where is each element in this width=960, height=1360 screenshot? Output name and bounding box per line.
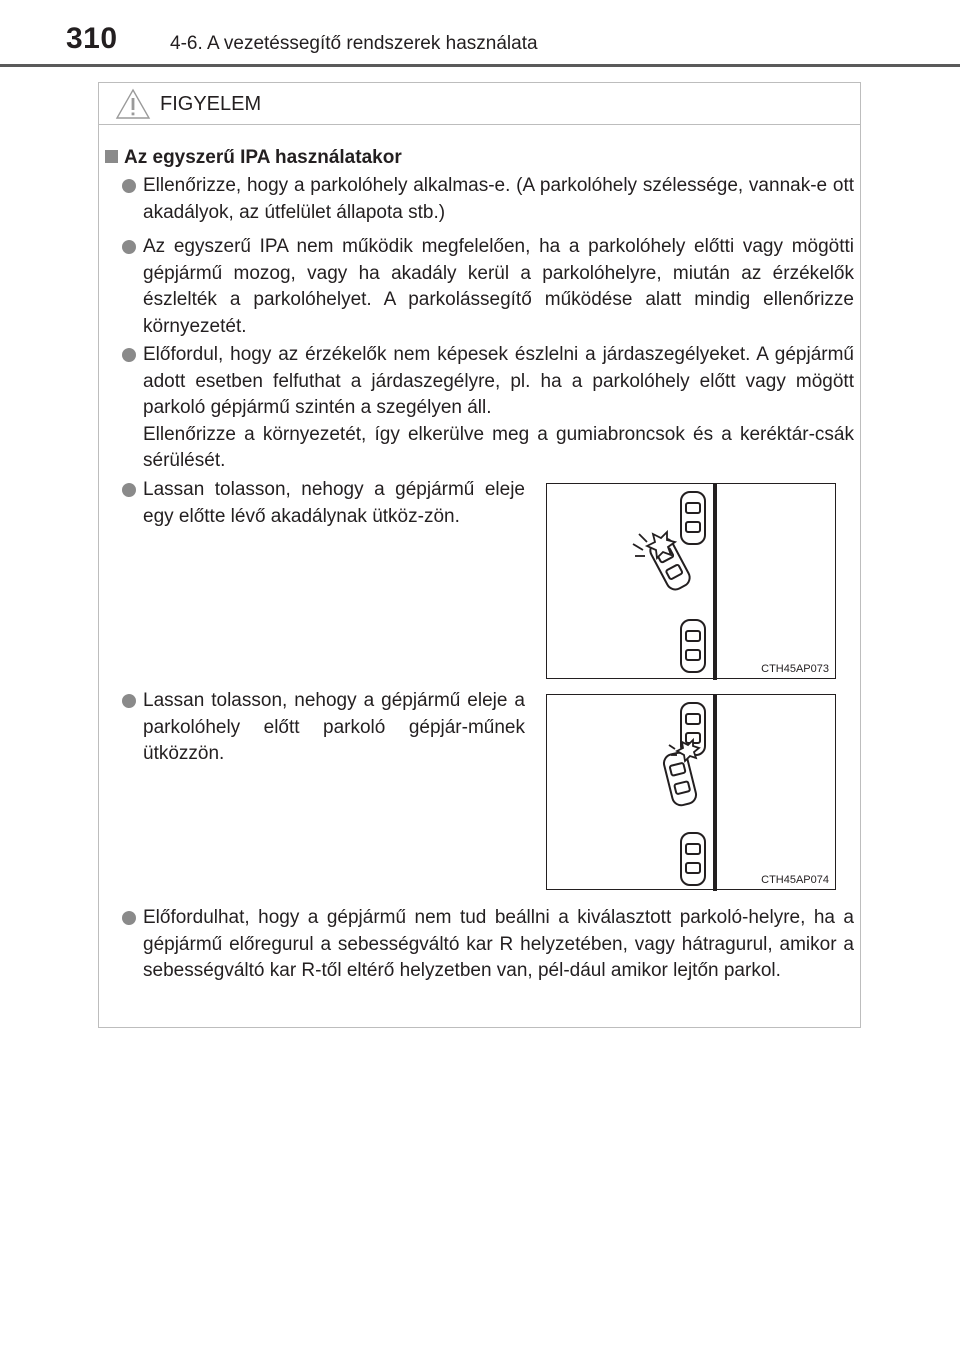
- bullet-text: Lassan tolasson, nehogy a gépjármű eleje egy előtte lévő akadálynak ütköz-zön.: [143, 479, 525, 527]
- bullet-text: Lassan tolasson, nehogy a gépjármű eleje a parkolóhely előtt parkoló gépjár-műnek ütközzön.: [143, 690, 525, 764]
- bullet-item: [143, 905, 854, 985]
- warning-triangle-icon: [115, 88, 151, 120]
- warning-label: FIGYELEM: [160, 93, 262, 115]
- warning-header: [99, 83, 860, 125]
- bullet-item: [143, 477, 525, 530]
- bullet-dot-icon: [122, 348, 136, 362]
- bullet-text: Előfordul, hogy az érzékelők nem képesek észlelni a járdaszegélyeket. A gépjármű adott esetben felfuthat a járdaszegélyre, pl. ha a parkolóhely előtt vagy mögött parkoló gépjármű szintén a szegélyen áll.: [143, 344, 854, 418]
- section-title: [105, 146, 402, 170]
- bullet-dot-icon: [122, 179, 136, 193]
- bullet-text: Ellenőrizze, hogy a parkolóhely alkalmas-e. (A parkolóhely szélessége, vannak-e ott akadályok, az útfelület állapota stb.): [143, 175, 854, 223]
- bullet-item: [143, 173, 854, 226]
- reversing-car-icon: [662, 751, 698, 807]
- section-title-text: Az egyszerű IPA használatakor: [124, 147, 402, 168]
- bullet-text: Ellenőrizze a környezetét, így elkerülve meg a gumiabroncsok és a keréktár-csák sérülését.: [143, 423, 854, 471]
- illustration-car-hits-obstacle: [546, 483, 836, 679]
- bullet-dot-icon: [122, 911, 136, 925]
- parking-diagram-icon: [547, 695, 837, 891]
- bullet-item: [143, 342, 854, 475]
- chapter-title: 4-6. A vezetéssegítő rendszerek használata: [170, 33, 538, 54]
- illustration-car-hits-parked-car: [546, 694, 836, 890]
- figure-code: CTH45AP074: [761, 874, 829, 886]
- parked-car-front-icon: [681, 492, 705, 544]
- parking-diagram-icon: [547, 484, 837, 680]
- bullet-text: Előfordulhat, hogy a gépjármű nem tud beállni a kiválasztott parkoló-helyre, ha a gépjármű előregurul a sebességváltó kar R helyzetében, vagy hátragurul, amikor a sebességváltó kar R-től eltérő helyzetben van, pél-dául amikor lejtőn parkol.: [143, 907, 854, 981]
- bullet-item: [143, 234, 854, 340]
- parked-car-rear-icon: [681, 620, 705, 672]
- bullet-text: Az egyszerű IPA nem működik megfelelően, ha a parkolóhely előtti vagy mögötti gépjármű mozog, vagy ha akadály kerül a parkolóhelyre, miután az érzékelők észlelték a parkolóhelyet. A parkolássegítő működése alatt mindig ellenőrizze környezetét.: [143, 236, 854, 337]
- warning-box: [98, 82, 861, 1028]
- bullet-dot-icon: [122, 694, 136, 708]
- parked-car-rear-icon: [681, 833, 705, 885]
- square-bullet-icon: [105, 150, 118, 163]
- header-rule: [0, 64, 960, 67]
- bullet-dot-icon: [122, 240, 136, 254]
- figure-code: CTH45AP073: [761, 663, 829, 675]
- page-number: 310: [66, 22, 118, 55]
- bullet-dot-icon: [122, 483, 136, 497]
- bullet-item: [143, 688, 525, 768]
